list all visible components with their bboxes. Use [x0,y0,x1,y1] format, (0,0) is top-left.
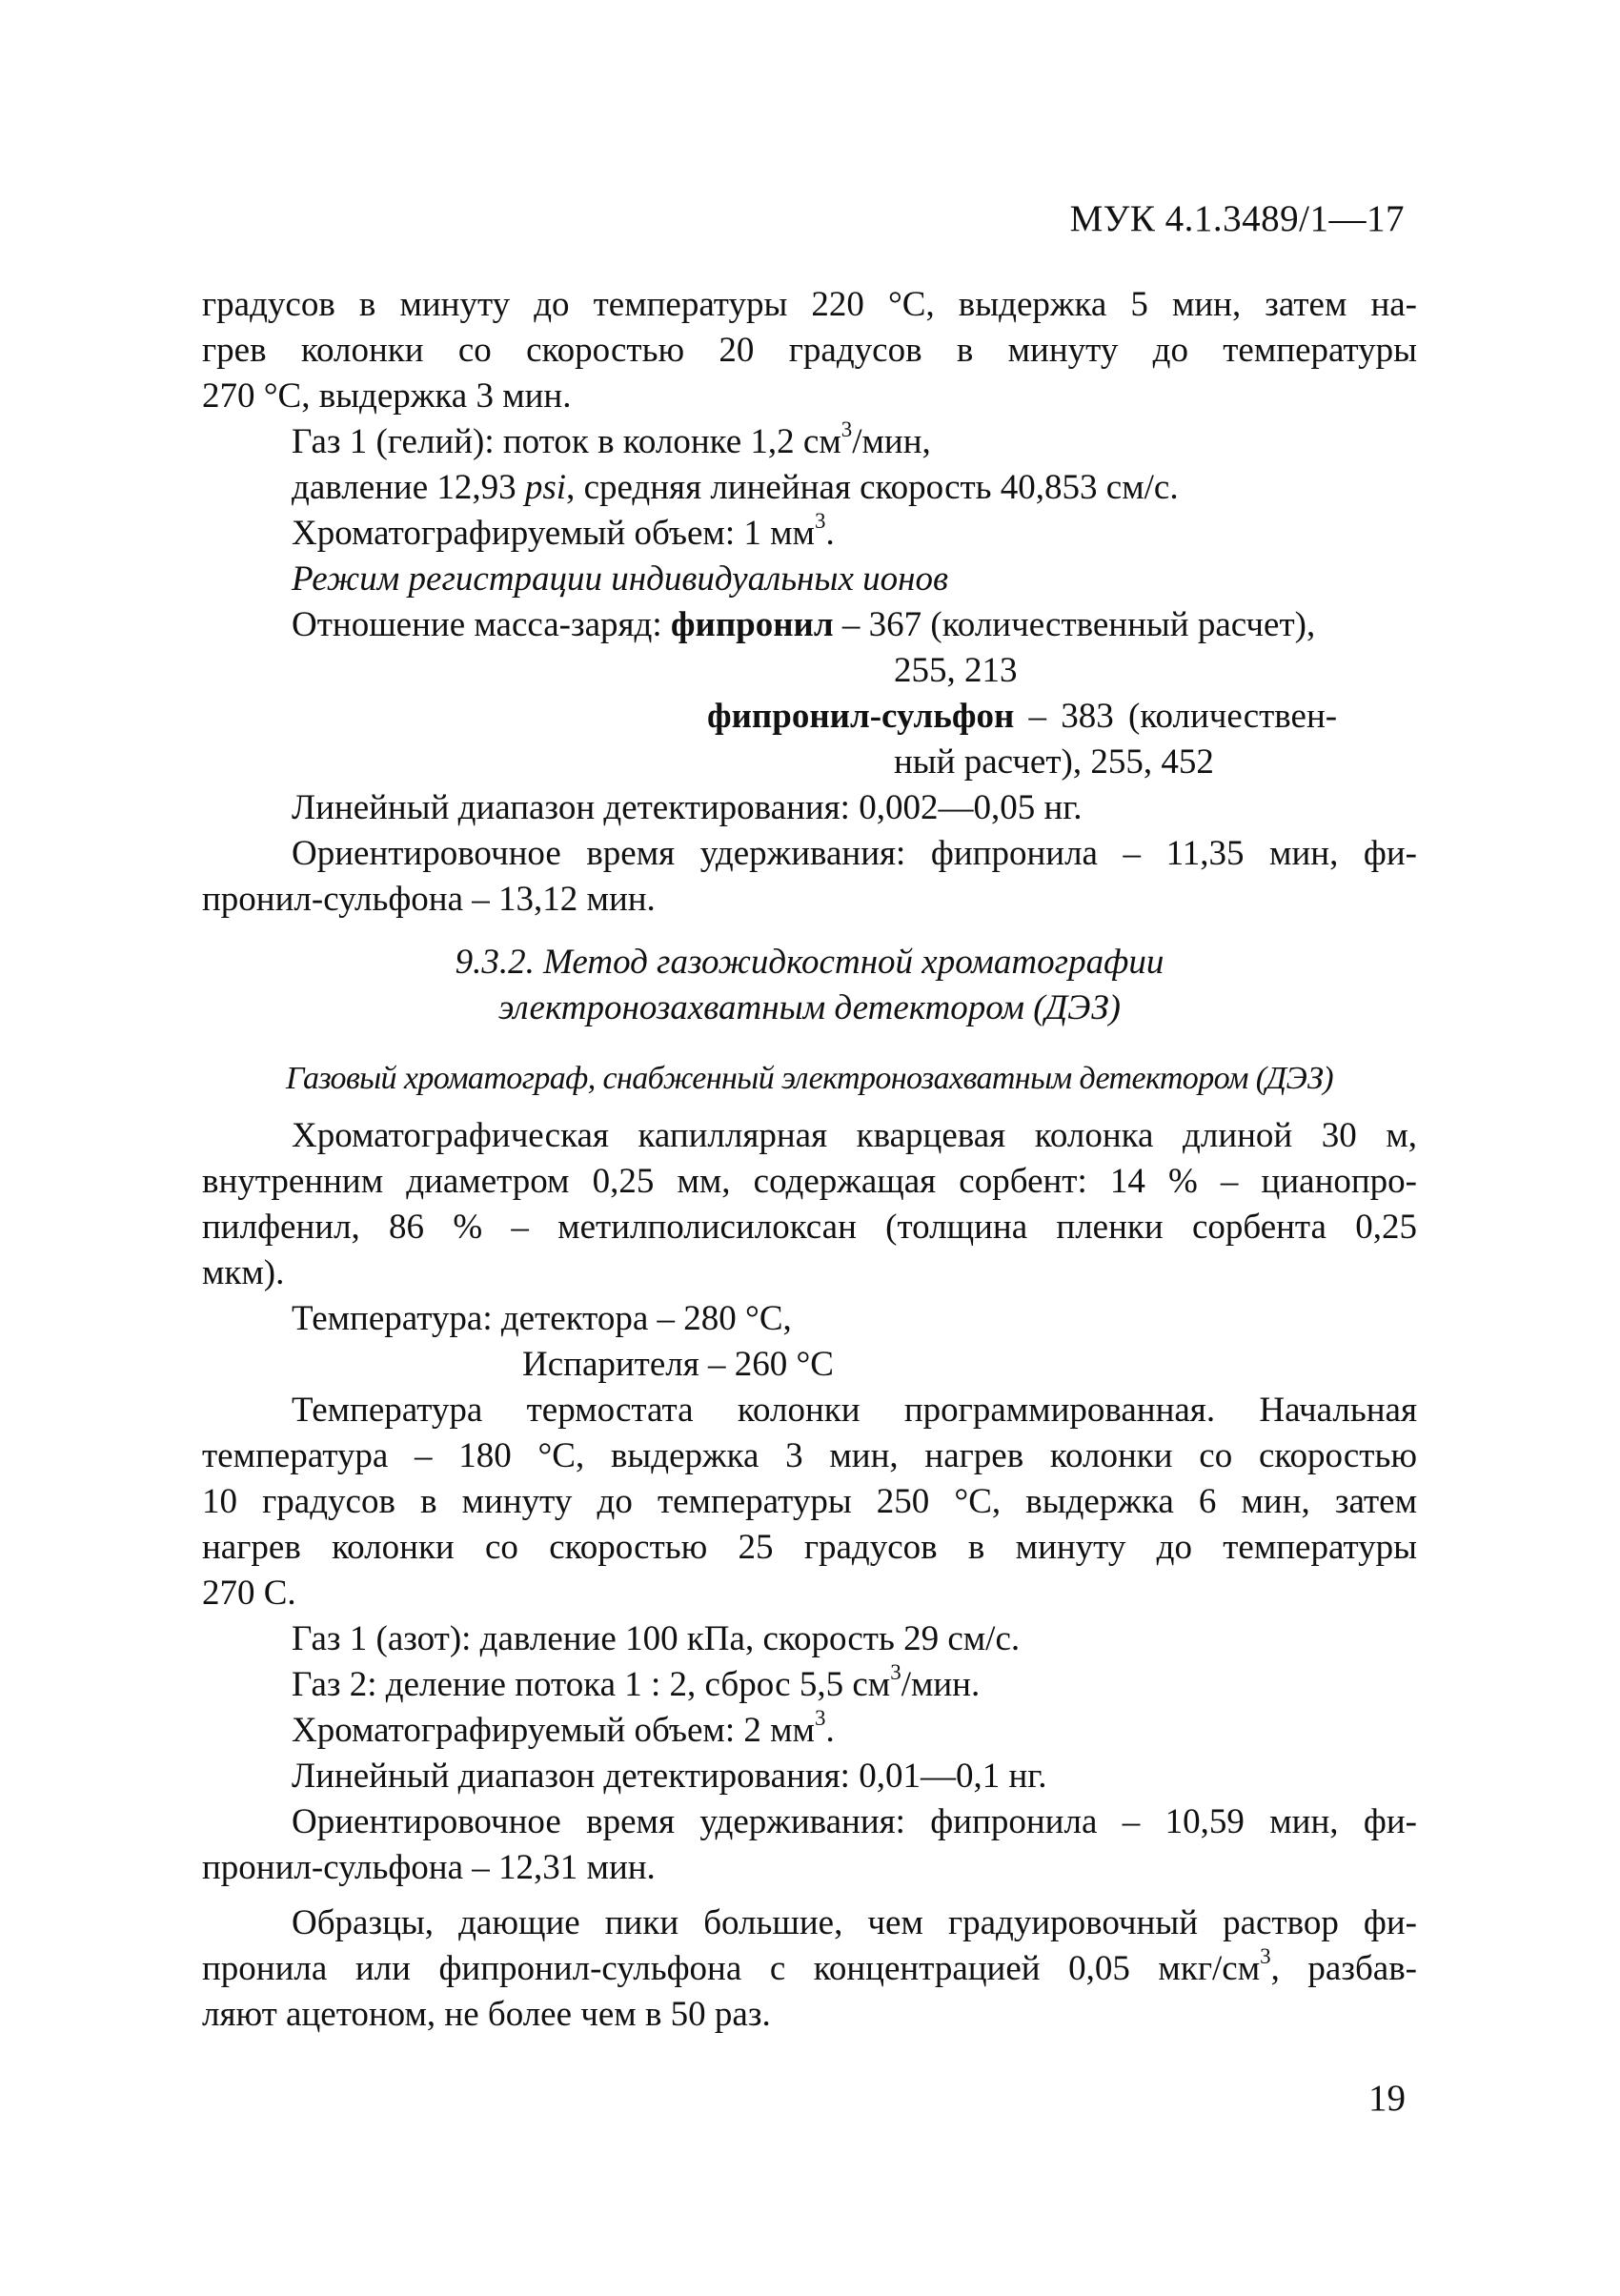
gas2-line: Газ 2: деление потока 1 : 2, сброс 5,5 $см^3$/мин. [292,1659,981,1704]
text-line: градусов в минуту до температуры 220 °С, выдержка 5 мин, затем на- [202,285,1417,324]
column-line: пилфенил, 86 % – метилполисилоксан (толщина пленки сорбента 0,25 [202,1208,1417,1247]
temperature-line: Испарителя – 260 °С [522,1345,834,1384]
temperature-line: Температура: детектора – 280 °С, [292,1299,792,1338]
retention-line: Ориентировочное время удерживания: фипронила – 11,35 мин, фи- [292,834,1417,873]
retention-line: пронил-сульфона – 12,31 мин. [202,1848,656,1887]
retention-line: Ориентировочное время удерживания: фипронила – 10,59 мин, фи- [292,1802,1417,1841]
sim-mode-heading: Режим регистрации индивидуальных ионов [292,559,949,599]
program-line: 270 С. [202,1574,296,1613]
text-line: 270 °С, выдержка 3 мин. [202,376,572,416]
linear-range-line: Линейный диапазон детектирования: 0,002—0,05 нг. [292,788,1083,827]
samples-line: Образцы, дающие пики большие, чем градуировочный раствор фи- [292,1903,1417,1942]
program-line: Температура термостата колонки программированная. Начальная [292,1391,1417,1430]
linear-range-line: Линейный диапазон детектирования: 0,01—0,1 нг. [292,1757,1047,1796]
pressure-line: давление 12,93 psi, средняя линейная скорость 40,853 см/с. [292,468,1179,507]
document-code-header: МУК 4.1.3489/1—17 [1069,198,1405,239]
samples-line: пронила или фипронил-сульфона с концентрацией 0,05 мкг/$см^3$, разбав- [202,1943,1418,1988]
column-line: внутренним диаметром 0,25 мм, содержащая сорбент: 14 % – цианопро- [202,1162,1417,1201]
program-line: нагрев колонки со скоростью 25 градусов в минуту до температуры [202,1528,1417,1567]
mass-charge-line: фипронил-сульфон – 383 (количествен- [707,697,1338,736]
text-line: грев колонки со скоростью 20 градусов в минуту до температуры [202,331,1417,370]
volume-line: Хроматографируемый объем: 2 $мм^3$. [292,1705,835,1750]
samples-line: ляют ацетоном, не более чем в 50 раз. [202,1995,771,2034]
retention-line: пронил-сульфона – 13,12 мин. [202,880,656,919]
section-title: электронозахватным детектором (ДЭЗ) [498,988,1121,1027]
section-title: 9.3.2. Метод газожидкостной хроматографии [455,943,1164,982]
mass-charge-line: Отношение масса-заряд: фипронил – 367 (количественный расчет), [292,605,1316,644]
volume-line: Хроматографируемый объем: 1 $мм^3$. [292,508,835,553]
gas-helium-line: Газ 1 (гелий): поток в колонке 1,2 $см^3$/мин, [292,417,931,461]
column-line: мкм). [202,1253,285,1292]
page-body [202,282,1417,2038]
column-line: Хроматографическая капиллярная кварцевая колонка длиной 30 м, [292,1116,1417,1155]
mass-charge-line: 255, 213 [894,651,1018,690]
mass-charge-line: ный расчет), 255, 452 [894,742,1214,782]
program-line: температура – 180 °С, выдержка 3 мин, нагрев колонки со скоростью [202,1436,1417,1475]
page-number: 19 [1368,2078,1406,2119]
gas-nitrogen-line: Газ 1 (азот): давление 100 кПа, скорость 29 см/с. [292,1619,1021,1658]
gc-title: Газовый хроматограф, снабженный электронозахватным детектором (ДЭЗ) [286,1061,1333,1096]
program-line: 10 градусов в минуту до температуры 250 °С, выдержка 6 мин, затем [202,1482,1417,1521]
